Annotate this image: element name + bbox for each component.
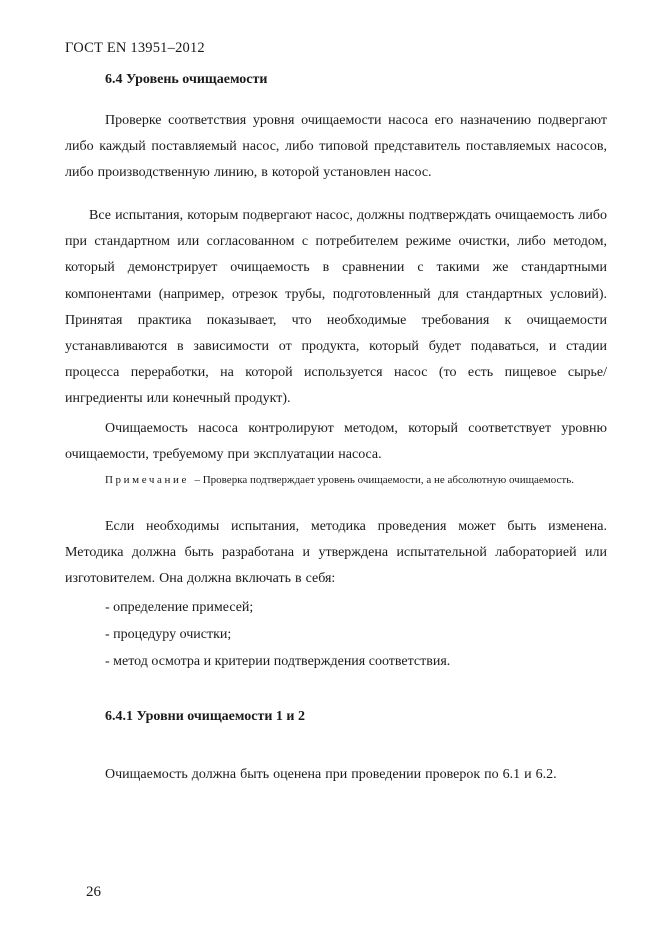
section-heading-6-4: 6.4 Уровень очищаемости [105,72,268,87]
page-number: 26 [86,884,101,900]
paragraph-2: Все испытания, которым подвергают насос, должны подтверждать очищаемость либо при стандартном или согласованном с потребителем режиме очистки, либо методом, который демонстрирует очищаемость в сравнении с такими же стандартными компонентами (например, отрезок трубы, подготовленный для стандартных условий). Принятая практика показывает, что необходимые требования к очищаемости устанавливаются в зависимости от продукта, который будет подаваться, и стадии процесса переработки, на которой используется насос (то есть пищевое сырье/ингредиенты или конечный продукт). [65,208,607,407]
paragraph-5: Очищаемость должна быть оценена при проведении проверок по 6.1 и 6.2. [105,767,557,782]
section-heading-6-4-1: 6.4.1 Уровни очищаемости 1 и 2 [105,709,305,724]
note-label: Примечание [105,474,189,486]
paragraph-3: Очищаемость насоса контролируют методом, который соответствует уровню очищаемости, требуемому при эксплуатации насоса. [65,421,607,463]
paragraph-4: Если необходимы испытания, методика проведения может быть изменена. Методика должна быть разработана и утверждена испытательной лабораторией или изготовителем. Она должна включать в себя: [65,519,607,587]
list-item: - метод осмотра и критерии подтверждения соответствия. [105,654,451,669]
document-header: ГОСТ EN 13951–2012 [65,40,205,56]
paragraph-1: Проверке соответствия уровня очищаемости насоса его назначению подвергают либо каждый поставляемый насос, либо типовой представитель поставляемых насосов, либо производственную линию, в которой установлен насос. [65,113,607,181]
list-item: - процедуру очистки; [105,627,232,642]
list-item: - определение примесей; [105,600,254,615]
note [65,470,607,490]
note-text: – Проверка подтверждает уровень очищаемости, а не абсолютную очищаемость. [194,474,575,486]
